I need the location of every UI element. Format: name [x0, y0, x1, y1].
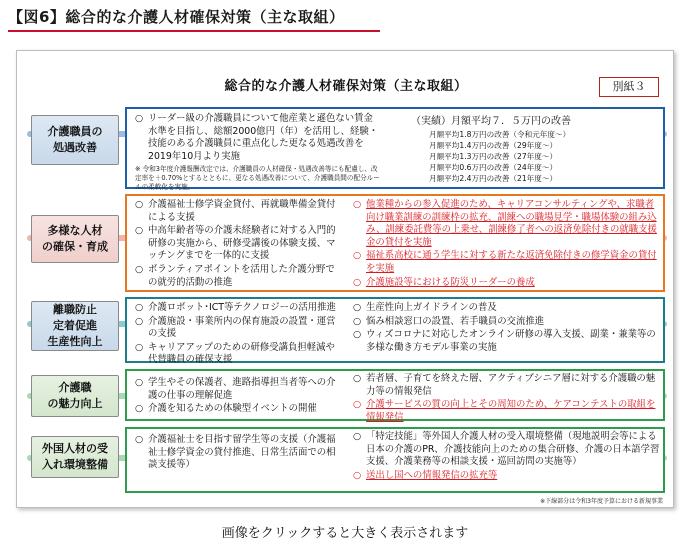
circle-bullet-icon: ○ — [353, 199, 362, 210]
circle-bullet-icon: ○ — [135, 113, 144, 124]
circle-bullet-icon: ○ — [135, 403, 144, 415]
list-item: 月額平均1.8万円の改善（令和元年度～） — [429, 130, 571, 139]
category-label: 離職防止 定着促進 生産性向上 — [31, 301, 119, 351]
rishoku-left-column — [133, 302, 343, 368]
circle-bullet-icon: ○ — [135, 225, 144, 237]
enlarge-caption[interactable]: 画像をクリックすると大きく表示されます — [221, 526, 469, 541]
list-item: ○ 他業種からの参入促進のため、キャリアコンサルティングや、求職者向け職業訓練の訓練枠の拡充、訓練への職場見学・職場体験の組み込み、訓練委託費等の上乗せ、訓練修了者への返済免除付きの就職支援金の貸付を実施 — [353, 199, 657, 248]
category-label: 外国人材の受 入れ環境整備 — [31, 436, 119, 478]
circle-bullet-icon: ○ — [353, 315, 362, 327]
tayou-right-column — [351, 199, 661, 290]
shogu-jisseki — [411, 115, 659, 184]
list-item: ○ 送出し国への情報発信の拡充等 — [353, 469, 498, 481]
list-item: ○ 福祉系高校に通う学生に対する新たな返済免除付きの修学資金の貸付を実施 — [353, 250, 657, 274]
list-item: 月額平均2.4万円の改善（21年度～） — [429, 174, 558, 183]
list-item: ○ 介護施設・事業所内の保育施設の設置・運営の支援 — [135, 315, 336, 340]
circle-bullet-icon: ○ — [353, 469, 362, 481]
shogu-left-column — [133, 113, 381, 192]
circle-bullet-icon: ○ — [353, 276, 362, 288]
circle-bullet-icon: ○ — [353, 373, 362, 384]
list-item: ○ 中高年齢者等の介護未経験者に対する入門的研修の実施から、研修受講後の体験支援、マッチングまでを一体的に支援 — [135, 225, 336, 262]
rishoku-right-column — [351, 302, 661, 355]
jisseki-title: （実績）月額平均７．５万円の改善 — [411, 116, 571, 127]
gaikoku-left-column — [133, 434, 343, 473]
circle-bullet-icon: ○ — [135, 315, 144, 327]
circle-bullet-icon: ○ — [353, 329, 362, 341]
miryoku-left-column — [133, 377, 343, 417]
list-item: ○ ボランティアポイントを活用した介護分野での就労的活動の推進 — [135, 263, 335, 288]
list-item: ○ 「特定技能」等外国人介護人材の受入環境整備（現地説明会等による日本の介護のPR、介護技能向上のための集合研修、介護の日本語学習支援、介護業務等の相談支援・巡回訪問の実施等） — [353, 431, 660, 468]
list-item: ○ キャリアアップのための研修受講負担軽減や代替職員の確保支援 — [135, 341, 335, 366]
section-box-gaikoku — [125, 427, 665, 493]
section-box-miryoku — [125, 369, 665, 421]
category-label: 介護職 の魅力向上 — [31, 375, 119, 417]
circle-bullet-icon: ○ — [135, 302, 144, 313]
circle-bullet-icon: ○ — [353, 302, 362, 313]
document-panel[interactable] — [16, 50, 674, 508]
list-item: ○ 生産性向上ガイドラインの普及 — [353, 302, 497, 313]
list-item: ○ 若者層、子育てを終えた層、アクティブシニア層に対する介護職の魅力等の情報発信 — [353, 373, 656, 397]
circle-bullet-icon: ○ — [135, 263, 144, 275]
document-title: 総合的な介護人材確保対策（主な取組） — [224, 79, 468, 94]
circle-bullet-icon: ○ — [135, 341, 144, 353]
jisseki-list — [411, 129, 659, 184]
circle-bullet-icon: ○ — [135, 434, 144, 445]
section-box-shogu — [125, 107, 665, 192]
circle-bullet-icon: ○ — [135, 199, 144, 210]
tayou-left-column — [133, 199, 343, 290]
section-box-tayou — [125, 194, 665, 292]
attachment-label: 別紙３ — [599, 77, 659, 97]
list-item: 月額平均1.3万円の改善（27年度～） — [429, 152, 558, 161]
shogu-note: ※ 令和3年度介護報酬改定では、介護職員の人材確保・処遇改善等にも配慮し、改定率を＋0.70%とするとともに、更なる処遇改善について、介護職員間の配分ルールの柔軟化を実施。 — [135, 165, 380, 192]
footnote: ※下線部分は令和3年度予算における新規事業 — [540, 498, 663, 505]
list-item: ○ ウィズコロナに対応したオンライン研修の導入支援、副業・兼業等の多様な働き方モデル事業の実施 — [353, 329, 656, 353]
list-item: ○ 介護福祉士を目指す留学生等の支援（介護福祉士修学資金の貸付推進、日常生活面での相談支援等） — [135, 434, 336, 471]
miryoku-right-column — [351, 373, 661, 425]
list-item: ○ 学生やその保護者、進路指導担当者等への介護の仕事の理解促進 — [135, 377, 336, 401]
circle-bullet-icon: ○ — [353, 399, 362, 411]
list-item: 月額平均1.4万円の改善（29年度～） — [429, 141, 558, 150]
figure-title: 【図6】総合的な介護人材確保対策（主な取組） — [8, 8, 345, 26]
circle-bullet-icon: ○ — [353, 431, 362, 442]
list-item: ○ 悩み相談窓口の設置、若手職員の交流推進 — [353, 315, 545, 327]
list-item: ○ 介護ロボット･ICT等テクノロジーの活用推進 — [135, 302, 336, 313]
section-box-rishoku — [125, 297, 665, 366]
figure-title-rule — [8, 30, 380, 32]
gaikoku-right-column — [351, 431, 661, 483]
list-item: ○ 介護を知るための体験型イベントの開催 — [135, 403, 317, 415]
circle-bullet-icon: ○ — [353, 250, 362, 262]
list-item: ○ 介護サービスの質の向上とその周知のため、ケアコンテストの取組を情報発信 — [353, 399, 656, 423]
circle-bullet-icon: ○ — [135, 377, 144, 388]
list-item: 月額平均0.6万円の改善（24年度～） — [429, 163, 558, 172]
list-item: ○ 介護施設等における防災リーダーの養成 — [353, 276, 535, 288]
category-label: 多様な人材 の確保・育成 — [31, 215, 119, 263]
list-item: ○ リーダー級の介護職員について他産業と遜色ない賃金水準を目指し、総額2000億円（年）を活用し、経験・技能のある介護職員に重点化した更なる処遇改善を2019年10月より実施 — [135, 113, 379, 162]
list-item: ○ 介護福祉士修学資金貸付、再就職準備金貸付による支援 — [135, 199, 336, 223]
category-label: 介護職員の 処遇改善 — [31, 115, 119, 165]
